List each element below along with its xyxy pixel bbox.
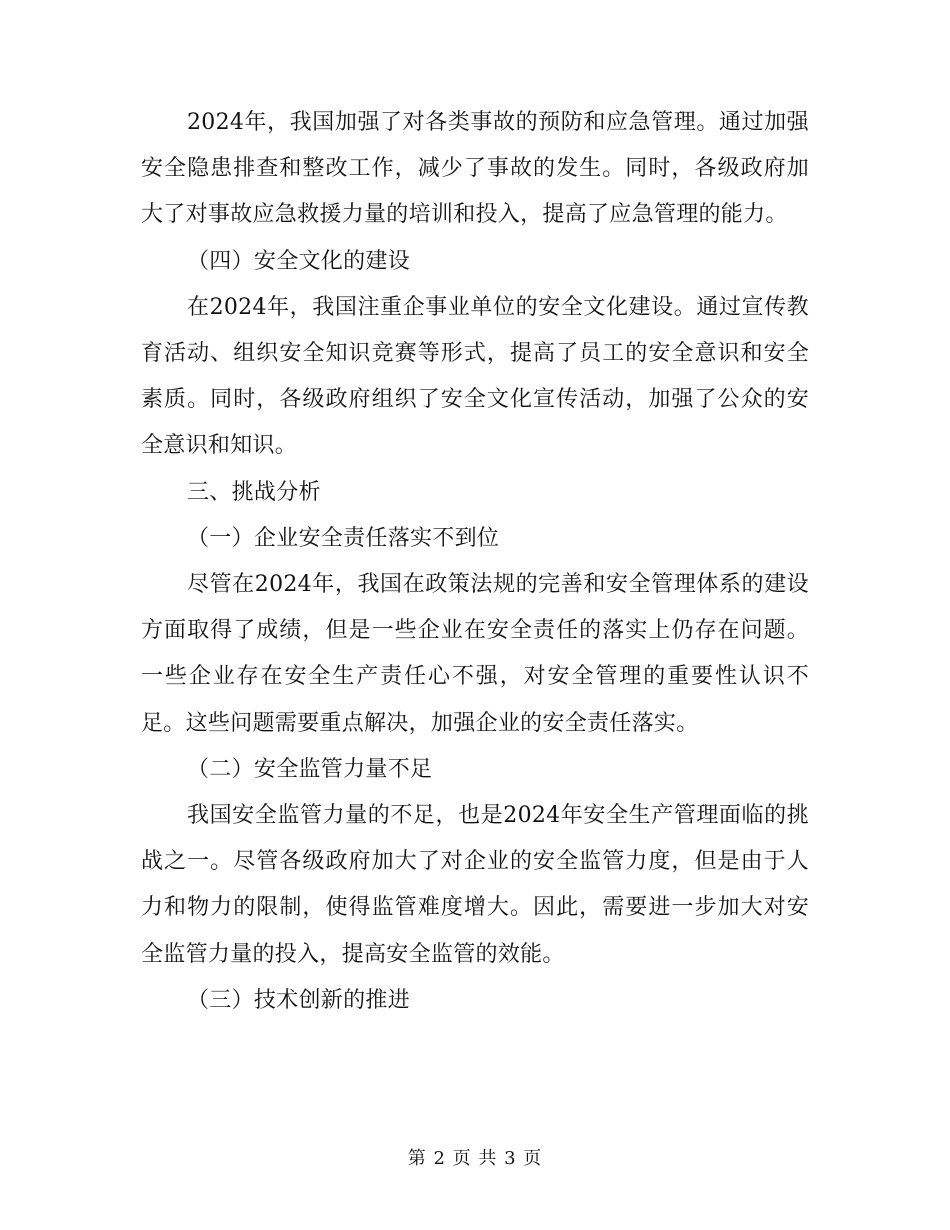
page-number-footer: 第 2 页 共 3 页 bbox=[407, 1148, 543, 1169]
document-body bbox=[141, 100, 809, 1024]
section-heading-tech-innovation: （三）技术创新的推进 bbox=[187, 987, 411, 1013]
paragraph-supervision: 我国安全监管力量的不足，也是2024年安全生产管理面临的挑战之一。尽管各级政府加大了对企业的安全监管力度，但是由于人力和物力的限制，使得监管难度增大。因此，需要进一步加大对安全监管力量的投入，提高安全监管的效能。 bbox=[141, 803, 809, 967]
paragraph-enterprise-responsibility: 尽管在2024年，我国在政策法规的完善和安全管理体系的建设方面取得了成绩，但是一些企业在安全责任的落实上仍存在问题。一些企业存在安全生产责任心不强，对安全管理的重要性认识不足。这些问题需要重点解决，加强企业的安全责任落实。 bbox=[141, 572, 809, 736]
section-heading-supervision: （二）安全监管力量不足 bbox=[187, 756, 433, 782]
paragraph-accident-prevention: 2024年，我国加强了对各类事故的预防和应急管理。通过加强安全隐患排查和整改工作，减少了事故的发生。同时，各级政府加大了对事故应急救援力量的培训和投入，提高了应急管理的能力。 bbox=[141, 110, 809, 228]
section-heading-enterprise-responsibility: （一）企业安全责任落实不到位 bbox=[187, 525, 500, 551]
chapter-heading-challenges: 三、挑战分析 bbox=[187, 479, 321, 505]
section-heading-safety-culture: （四）安全文化的建设 bbox=[187, 248, 411, 274]
paragraph-safety-culture: 在2024年，我国注重企事业单位的安全文化建设。通过宣传教育活动、组织安全知识竞赛等形式，提高了员工的安全意识和安全素质。同时，各级政府组织了安全文化宣传活动，加强了公众的安全意识和知识。 bbox=[141, 294, 809, 459]
